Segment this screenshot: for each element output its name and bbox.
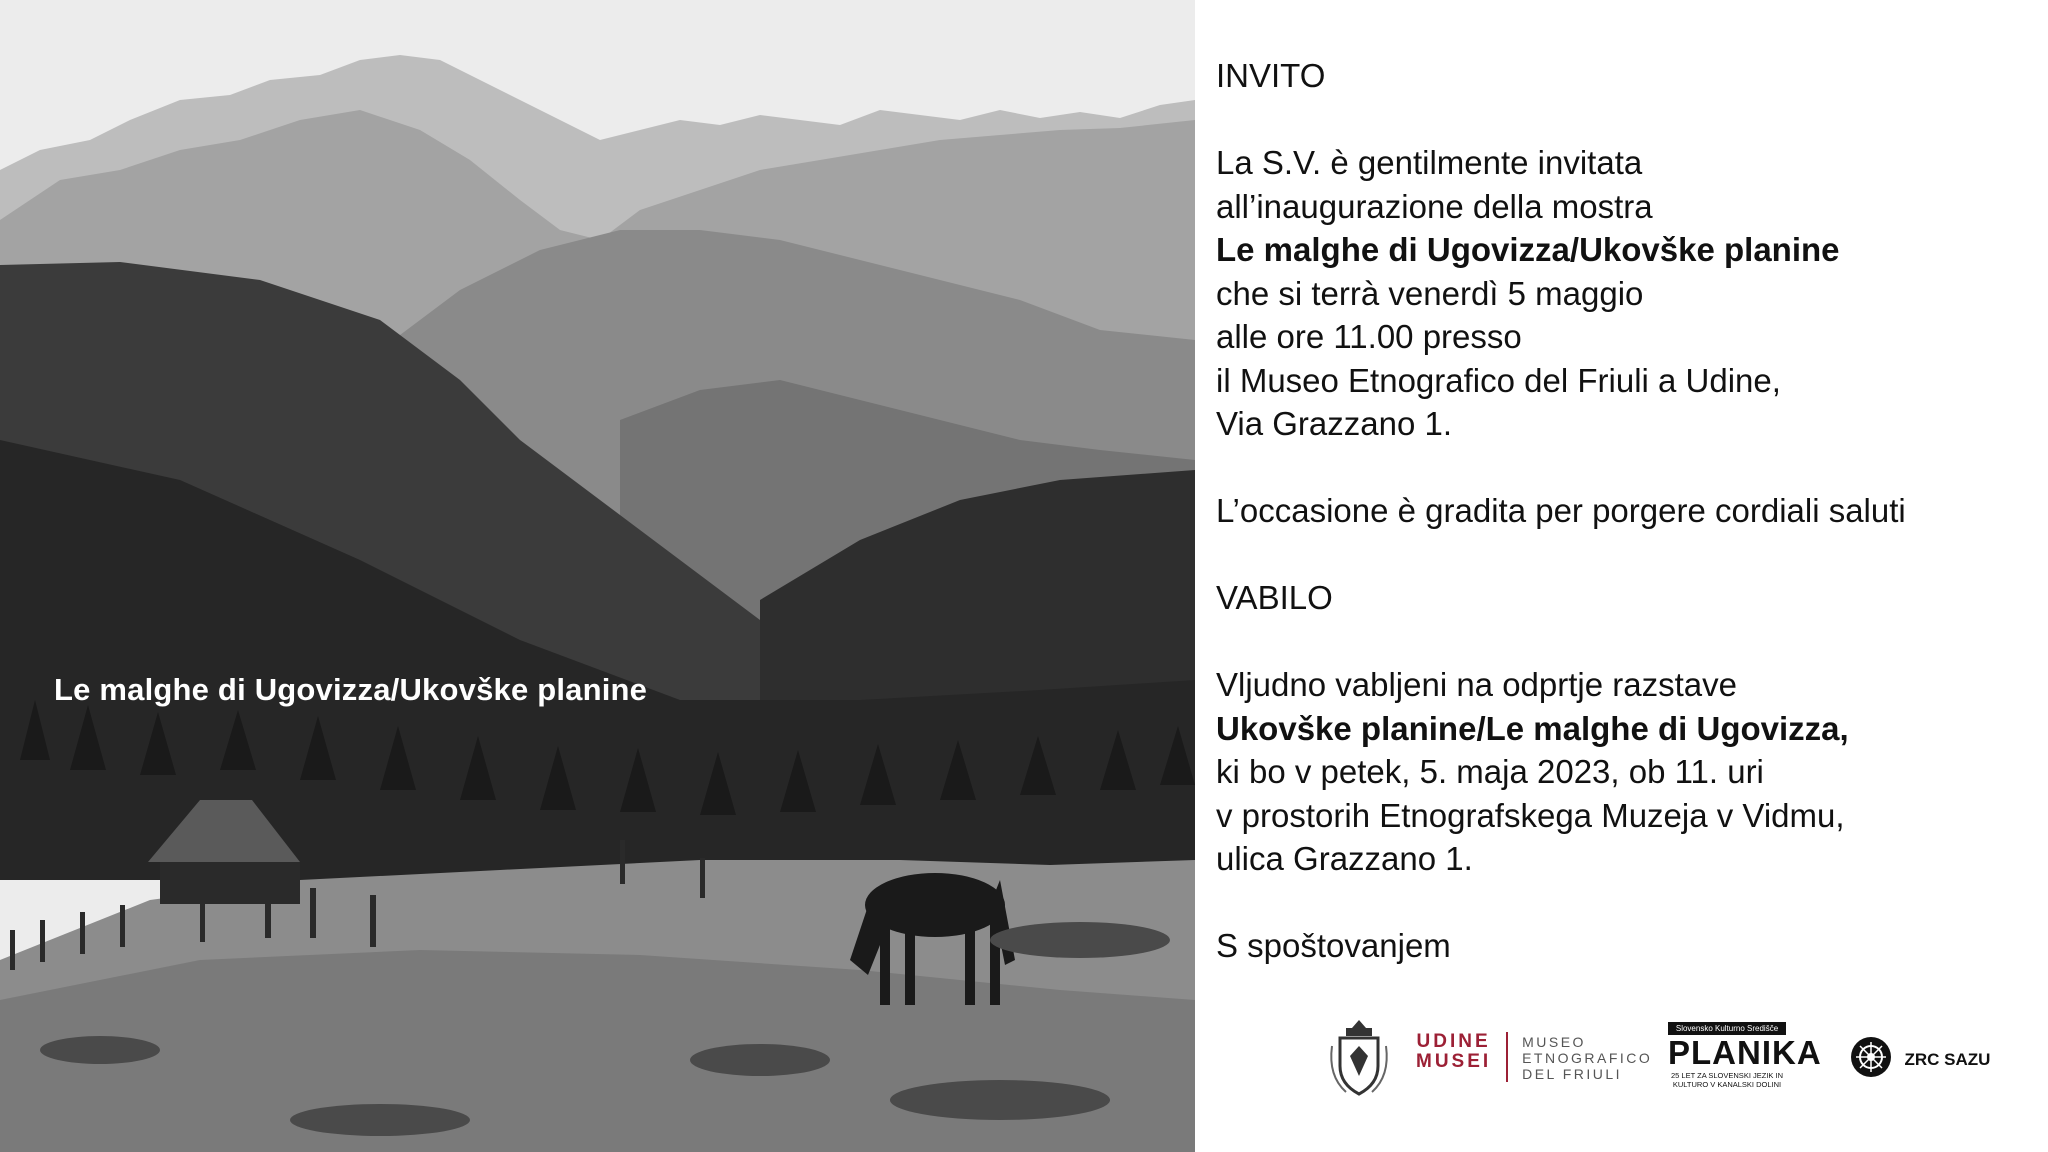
invito-closing-line: L’occasione è gradita per porgere cordiali saluti [1216,492,1906,529]
planika-bar-text: Slovensko Kulturno Središče [1668,1022,1786,1035]
invito-exhibition-title: Le malghe di Ugovizza/Ukovške planine [1216,231,1840,268]
museo-line2: ETNOGRAFICO [1522,1050,1653,1066]
zrc-emblem-icon [1850,1036,1892,1083]
zrc-sazu-logo [1850,1036,1990,1083]
invito-line: il Museo Etnografico del Friuli a Udine, [1216,361,1781,399]
invito-line: che si terrà venerdì 5 maggio [1216,274,1644,312]
museo-etnografico-text [1522,1034,1652,1082]
vabilo-line: ulica Grazzano 1. [1216,840,1473,877]
vabilo-line: v prostorih Etnografskega Muzeja v Vidmu, [1216,796,1845,834]
invito-heading: INVITO [1216,57,1326,94]
planika-sub2: KULTURO V KANALSKI DOLINI [1672,1080,1782,1089]
planika-name: PLANIKA [1668,1034,1822,1071]
zrc-name: ZRC SAZU [1904,1049,1991,1069]
udine-line1: UDINE [1416,1031,1491,1052]
udine-musei-mark [1416,1032,1491,1072]
invito-line: Via Grazzano 1. [1216,405,1453,442]
vabilo-exhibition-title: Ukovške planine/Le malghe di Ugovizza, [1216,709,1849,747]
invito-paragraph [1216,141,2026,446]
invito-line: alle ore 11.00 presso [1216,318,1522,355]
photo-caption: Le malghe di Ugovizza/Ukovške planine [54,672,648,707]
vabilo-paragraph [1216,663,2026,881]
invitation-text [1216,54,2026,968]
vabilo-line: ki bo v petek, 5. maja 2023, ob 11. uri [1216,753,1764,790]
planika-logo [1668,1022,1822,1089]
museo-line3: DEL FRIULI [1522,1066,1623,1082]
logo-divider [1506,1032,1508,1082]
invito-line: all’inaugurazione della mostra [1216,187,1653,225]
udine-line2: MUSEI [1416,1051,1492,1072]
udine-musei-logo [1416,1032,1652,1082]
invito-closing [1216,489,2026,533]
vabilo-heading: VABILO [1216,579,1333,616]
vabilo-closing [1216,924,2026,968]
vabilo-closing-line: S spoštovanjem [1216,927,1451,964]
planika-sub1: 25 LET ZA SLOVENSKI JEZIK IN [1671,1071,1783,1080]
museo-line1: MUSEO [1522,1034,1586,1050]
invito-line: La S.V. è gentilmente invitata [1216,144,1643,181]
sponsor-logos [1320,1016,2020,1116]
coat-of-arms-icon [1326,1016,1392,1100]
vabilo-line: Vljudno vabljeni na odprtje razstave [1216,666,1737,703]
